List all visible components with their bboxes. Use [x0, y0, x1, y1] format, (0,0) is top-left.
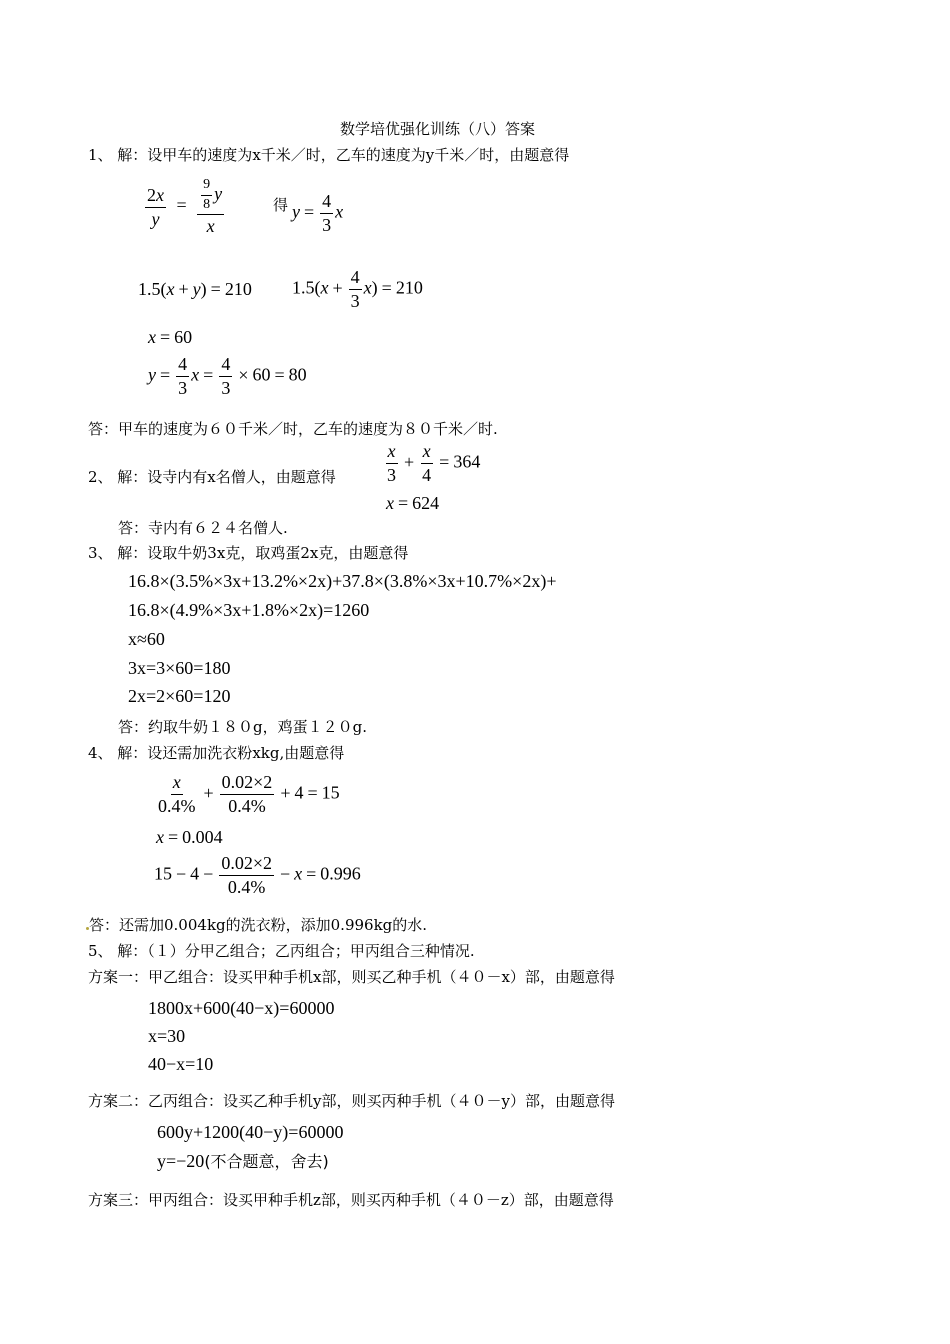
- q5-intro: 5、 解：（１）分甲乙组合；乙丙组合；甲丙组合三种情况.: [88, 942, 475, 960]
- q1-intro: 1、 解：设甲车的速度为x千米／时，乙车的速度为y千米／时，由题意得: [88, 146, 570, 164]
- q3-equation-2: 16.8×(4.9%×3x+1.8%×2x)=1260: [128, 600, 370, 620]
- q1-answer: 答：甲车的速度为６０千米／时，乙车的速度为８０千米／时.: [88, 420, 498, 438]
- q4-answer: 答：还需加0.004kg的洗衣粉，添加0.996kg的水.: [89, 916, 428, 934]
- q5-plan1: 方案一：甲乙组合：设买甲种手机x部，则买乙种手机（４０－x）部，由题意得: [88, 968, 615, 986]
- q5-plan2: 方案二：乙丙组合：设买乙种手机y部，则买丙种手机（４０－y）部，由题意得: [88, 1092, 615, 1110]
- q2-equation-sum: $\frac{x}{3}$ + $\frac{x}{4}$ = 364: [387, 441, 481, 485]
- q1-equation-y-value: y = $\frac{4}{3}$ x = $\frac{4}{3}$ × 60 = 80: [148, 354, 307, 398]
- q1-equation-sub: 1.5(x + $\frac{4}{3}$ x) = 210: [292, 267, 423, 311]
- q3-equation-5: 2x=2×60=120: [128, 686, 231, 706]
- q5-plan1-equation-2: x=30: [148, 1026, 186, 1046]
- q4-intro: 4、 解：设还需加洗衣粉xkg,由题意得: [88, 744, 345, 762]
- q4-equation-3: 15 − 4 − $\frac{0.02\times 2}{0.4\%}$ − x = 0.996: [154, 853, 361, 897]
- q5-plan2-equation-2-math: y=−20: [157, 1151, 205, 1171]
- q1-equation-y: y = $\frac{4}{3}$ x: [292, 191, 344, 235]
- page-title: 数学培优强化训练（八）答案: [340, 120, 536, 138]
- q1-equation-x: x = 60: [148, 327, 193, 347]
- q3-equation-4: 3x=3×60=180: [128, 658, 231, 678]
- q2-answer: 答：寺内有６２４名僧人.: [118, 519, 288, 537]
- q4-equation-2: x = 0.004: [156, 827, 223, 847]
- q5-plan2-equation-2: [157, 1152, 329, 1170]
- q5-plan2-equation-1: 600y+1200(40−y)=60000: [157, 1122, 344, 1142]
- q2-equation-x: x = 624: [386, 493, 440, 513]
- q3-equation-1: 16.8×(3.5%×3x+13.2%×2x)+37.8×(3.8%×3x+10.7%×2x)+: [128, 571, 557, 591]
- q1-equation-sum: 1.5(x + y) = 210: [138, 279, 252, 299]
- q3-answer: 答：约取牛奶１８０g，鸡蛋１２０g.: [118, 718, 367, 736]
- q3-equation-3: x≈60: [128, 629, 165, 649]
- q5-plan1-equation-3: 40−x=10: [148, 1054, 214, 1074]
- q1-de-label: 得: [273, 196, 289, 214]
- q1-equation-ratio: $\frac{2x}{y}$ = $\frac{9}{8}$ y x: [147, 177, 223, 237]
- q4-equation-1: $\frac{x}{0.4\%}$ + $\frac{0.02\times 2}{0.4\%}$ + 4 = 15: [158, 772, 340, 816]
- q5-plan1-equation-1: 1800x+600(40−x)=60000: [148, 998, 335, 1018]
- q5-plan2-equation-2-note: (不合题意，舍去): [204, 1152, 329, 1171]
- q5-plan3: 方案三：甲丙组合：设买甲种手机z部，则买丙种手机（４０－z）部，由题意得: [88, 1191, 614, 1209]
- q3-intro: 3、 解：设取牛奶3x克，取鸡蛋2x克，由题意得: [88, 544, 409, 562]
- q2-intro: 2、 解：设寺内有x名僧人，由题意得: [88, 468, 336, 486]
